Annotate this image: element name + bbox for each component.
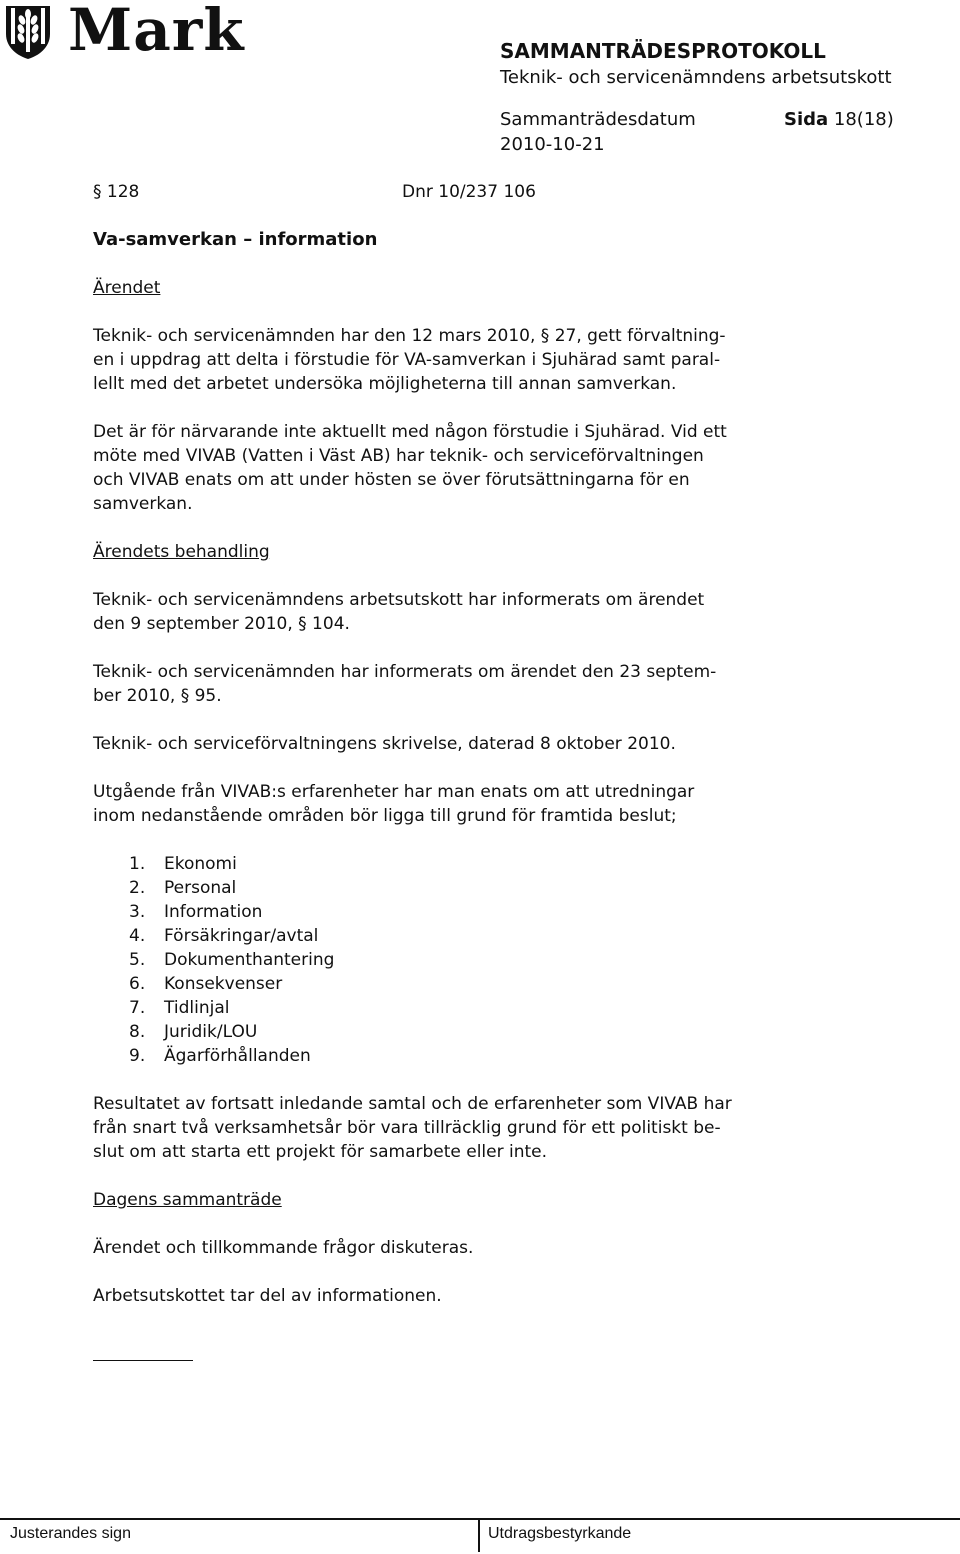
text-line: slut om att starta ett projekt för samarbete eller inte.: [93, 1142, 548, 1162]
list-text: Försäkringar/avtal: [164, 926, 319, 946]
text-line: lellt med det arbetet undersöka möjligheterna till annan samverkan.: [93, 374, 677, 394]
list-number: 6.: [129, 974, 146, 994]
list-number: 5.: [129, 950, 146, 970]
footer-separator: [478, 1520, 480, 1552]
text-line: Det är för närvarande inte aktuellt med någon förstudie i Sjuhärad. Vid ett: [93, 422, 727, 442]
protocol-content: [93, 180, 843, 1308]
list-item: [93, 1044, 843, 1068]
behandling-paragraph-3: Teknik- och serviceförvaltningens skrivelse, daterad 8 oktober 2010.: [93, 734, 676, 754]
list-number: 9.: [129, 1046, 146, 1066]
document-type: SAMMANTRÄDESPROTOKOLL: [500, 39, 826, 63]
list-number: 2.: [129, 878, 146, 898]
list-text: Dokumenthantering: [164, 950, 335, 970]
text-line: från snart två verksamhetsår bör vara tillräcklig grund för ett politiskt be-: [93, 1118, 721, 1138]
dagens-paragraph-2: Arbetsutskottet tar del av informationen.: [93, 1286, 442, 1306]
list-number: 7.: [129, 998, 146, 1018]
text-line: och VIVAB enats om att under hösten se över förutsättningarna för en: [93, 470, 690, 490]
heading-dagens: Dagens sammanträde: [93, 1190, 282, 1210]
page-value: 18(18): [833, 109, 894, 130]
list-text: Tidlinjal: [164, 998, 230, 1018]
list-item: [93, 876, 843, 900]
list-item: [93, 1020, 843, 1044]
section-line: [93, 180, 843, 204]
text-line: Teknik- och servicenämndens arbetsutskott har informerats om ärendet: [93, 590, 705, 610]
page-number: [784, 108, 894, 132]
list-text: Ägarförhållanden: [164, 1046, 311, 1066]
text-line: samverkan.: [93, 494, 193, 514]
footer-certification-label: Utdragsbestyrkande: [488, 1525, 632, 1542]
footer-divider: [0, 1518, 960, 1520]
page-label: Sida: [784, 109, 829, 130]
dagens-paragraph-1: Ärendet och tillkommande frågor diskuteras.: [93, 1238, 474, 1258]
meeting-date: 2010-10-21: [500, 134, 605, 155]
arendet-paragraph-1: [93, 324, 843, 396]
list-text: Information: [164, 902, 263, 922]
list-item: [93, 924, 843, 948]
committee-name: Teknik- och servicenämndens arbetsutskott: [500, 67, 892, 88]
list-item: [93, 972, 843, 996]
behandling-paragraph-4: [93, 780, 843, 828]
list-number: 3.: [129, 902, 146, 922]
behandling-paragraph-2: [93, 660, 843, 708]
text-line: en i uppdrag att delta i förstudie för VA-samverkan i Sjuhärad samt paral-: [93, 350, 721, 370]
text-line: ber 2010, § 95.: [93, 686, 222, 706]
list-text: Ekonomi: [164, 854, 237, 874]
behandling-paragraph-5: [93, 1092, 843, 1164]
arendet-paragraph-2: [93, 420, 843, 516]
case-title: Va-samverkan – information: [93, 229, 378, 250]
list-item: [93, 852, 843, 876]
meeting-date-label: Sammanträdesdatum: [500, 109, 696, 130]
municipality-emblem: [4, 4, 52, 60]
text-line: Teknik- och servicenämnden har informerats om ärendet den 23 septem-: [93, 662, 717, 682]
behandling-paragraph-1: [93, 588, 843, 636]
heading-behandling: Ärendets behandling: [93, 542, 270, 562]
diary-number: Dnr 10/237 106: [402, 182, 536, 202]
text-line: Resultatet av fortsatt inledande samtal och de erfarenheter som VIVAB har: [93, 1094, 732, 1114]
list-item: [93, 948, 843, 972]
footer-signature-label: Justerandes sign: [10, 1525, 131, 1542]
investigation-areas-list: [93, 852, 843, 1068]
list-number: 4.: [129, 926, 146, 946]
text-line: Teknik- och servicenämnden har den 12 mars 2010, § 27, gett förvaltning-: [93, 326, 726, 346]
end-rule: [93, 1360, 193, 1361]
paragraph-number: § 128: [93, 182, 140, 202]
heading-arendet: Ärendet: [93, 278, 161, 298]
list-item: [93, 996, 843, 1020]
text-line: Utgående från VIVAB:s erfarenheter har man enats om att utredningar: [93, 782, 695, 802]
list-text: Konsekvenser: [164, 974, 283, 994]
logo-wordmark: Mark: [68, 0, 245, 64]
text-line: inom nedanstående områden bör ligga till grund för framtida beslut;: [93, 806, 677, 826]
list-item: [93, 900, 843, 924]
list-number: 8.: [129, 1022, 146, 1042]
list-text: Personal: [164, 878, 237, 898]
list-number: 1.: [129, 854, 146, 874]
list-text: Juridik/LOU: [164, 1022, 258, 1042]
text-line: möte med VIVAB (Vatten i Väst AB) har teknik- och serviceförvaltningen: [93, 446, 704, 466]
text-line: den 9 september 2010, § 104.: [93, 614, 350, 634]
